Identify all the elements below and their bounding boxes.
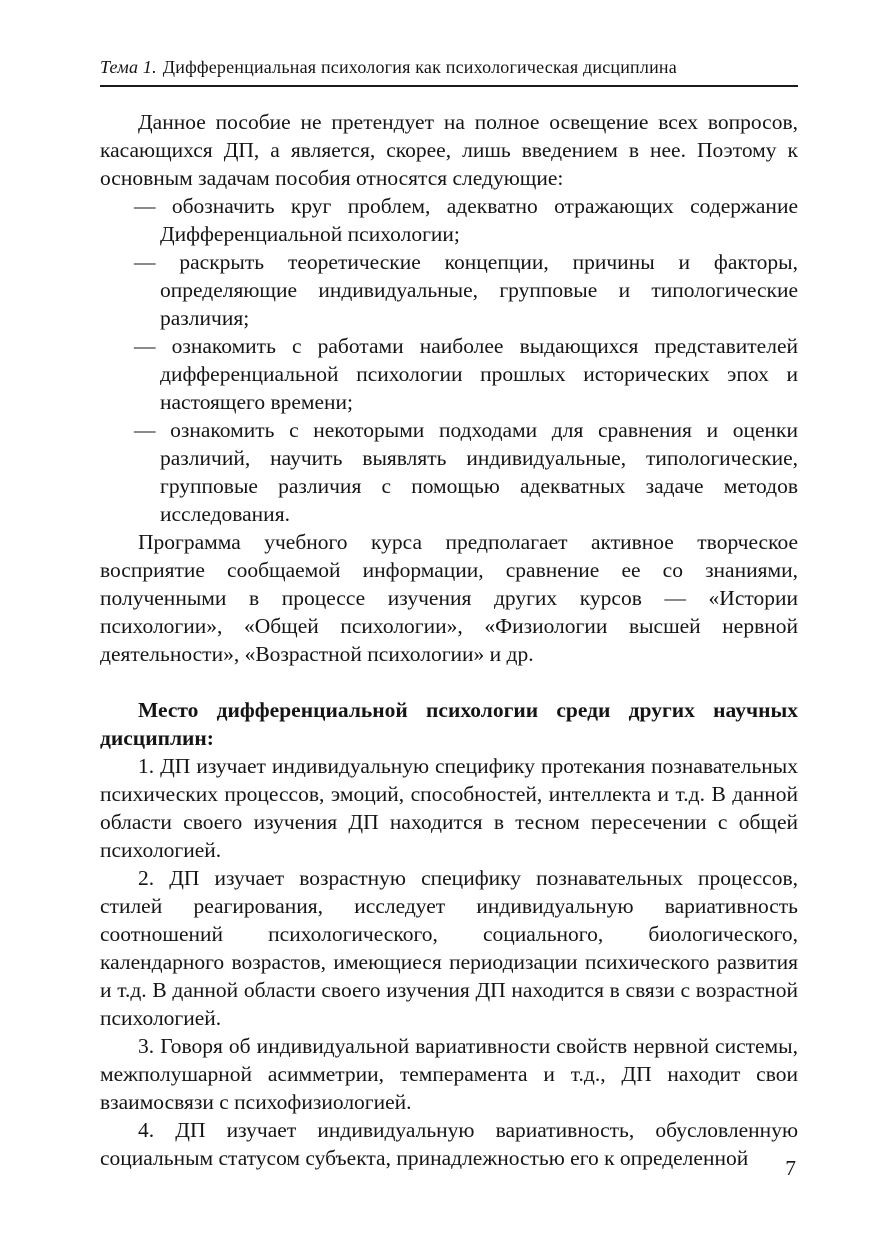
numbered-paragraph-1: 1. ДП изучает индивидуальную специфику протекания познавательных психических процессов, эмоций, способностей, интеллекта и т.д. В данной области своего изучения ДП находится в тесном пересечении с общей психологией.	[100, 754, 798, 862]
header-divider	[100, 85, 798, 87]
paragraph-program: Программа учебного курса предполагает активное творческое восприятие сообщаемой информации, сравнение ее со знаниями, полученными в процессе изучения других курсов — «Истории психологии», «Общей психологии», «Физиологии высшей нервной деятельности», «Возрастной психологии» и др.	[100, 530, 798, 666]
running-header	[100, 56, 798, 79]
dash-item: — раскрыть теоретические концепции, причины и факторы, определяющие индивидуальные, групповые и типологические различия;	[134, 250, 798, 330]
section-heading: Место дифференциальной психологии среди других научных дисциплин:	[100, 698, 798, 750]
numbered-paragraph-3: 3. Говоря об индивидуальной вариативности свойств нервной системы, межполушарной асимметрии, темперамента и т.д., ДП находит свои взаимосвязи с психофизиологией.	[100, 1034, 798, 1114]
dash-item: — ознакомить с работами наиболее выдающихся представителей дифференциальной психологии прошлых исторических эпох и настоящего времени;	[134, 334, 798, 414]
numbered-paragraph-4: 4. ДП изучает индивидуальную вариативность, обусловленную социальным статусом субъекта, принадлежностью его к определенной	[100, 1118, 798, 1170]
dash-list	[100, 192, 798, 528]
dash-item: — обозначить круг проблем, адекватно отражающих содержание Дифференциальной психологии;	[134, 194, 798, 246]
paragraph-intro: Данное пособие не претендует на полное освещение всех вопросов, касающихся ДП, а является, скорее, лишь введением в нее. Поэтому к основным задачам пособия относятся следующие:	[100, 110, 798, 190]
dash-item: — ознакомить с некоторыми подходами для сравнения и оценки различий, научить выявлять индивидуальные, типологические, групповые различия с помощью адекватных задаче методов исследования.	[134, 418, 798, 526]
header-topic-label: Тема 1.	[100, 57, 157, 77]
page-body	[100, 108, 798, 1172]
numbered-paragraph-2: 2. ДП изучает возрастную специфику познавательных процессов, стилей реагирования, исследует индивидуальную вариативность соотношений психологического, социального, биологического, календарного возрастов, имеющиеся периодизации психического развития и т.д. В данной области своего изучения ДП находится в связи с возрастной психологией.	[100, 866, 798, 1030]
page-number: 7	[785, 1156, 796, 1180]
header-topic-title: Дифференциальная психология как психологическая дисциплина	[162, 57, 677, 77]
